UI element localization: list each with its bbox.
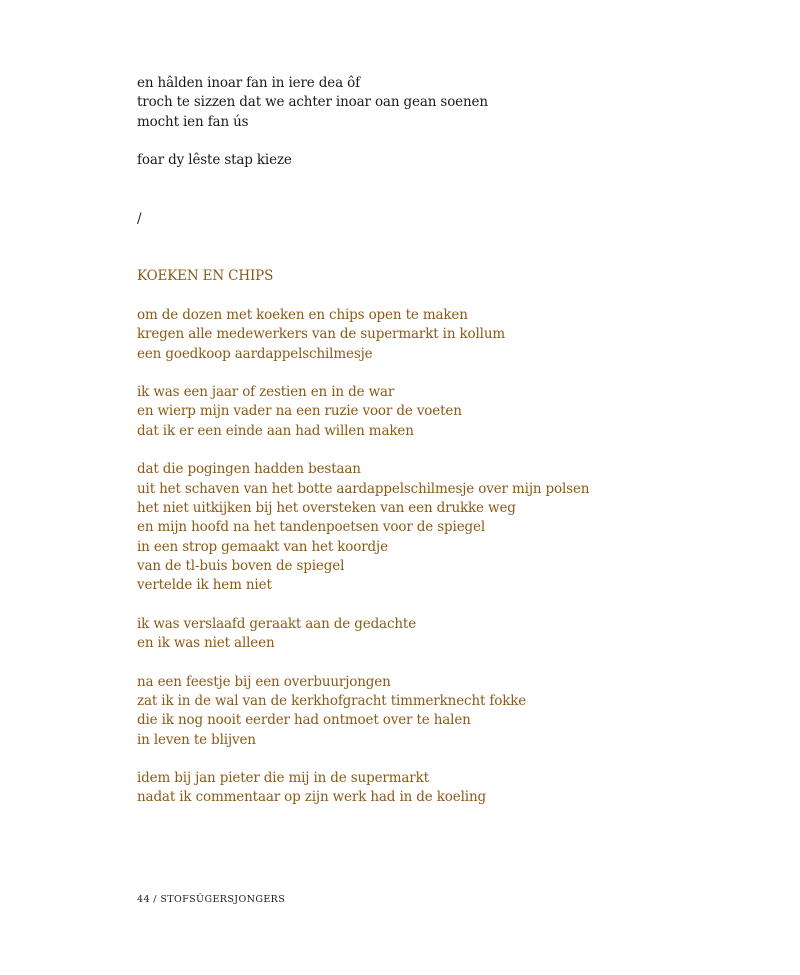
- poem-line: in een strop gemaakt van het koordje: [137, 538, 388, 555]
- poem-line: ik was een jaar of zestien en in de war: [137, 384, 395, 401]
- poem-line: vertelde ik hem niet: [137, 577, 272, 594]
- stanza: [137, 769, 757, 808]
- stanza-gap: [137, 595, 757, 614]
- poem-line: dat ik er een einde aan had willen maken: [137, 422, 414, 439]
- page-footer: 44 / STOFSÛGERSJONGERS: [137, 894, 286, 905]
- stanza-gap: [137, 653, 757, 672]
- poem-line: in leven te blijven: [137, 731, 256, 748]
- poem-line: foar dy lêste stap kieze: [137, 152, 292, 169]
- stanza: [137, 615, 757, 654]
- stanza-gap: [137, 750, 757, 769]
- stanza: [137, 673, 757, 750]
- poem-line: die ik nog nooit eerder had ontmoet over te halen: [137, 712, 471, 729]
- stanza-gap: [137, 441, 757, 460]
- poem-line: zat ik in de wal van de kerkhofgracht timmerknecht fokke: [137, 692, 527, 709]
- poem-line: na een feestje bij een overbuurjongen: [137, 673, 391, 690]
- poem-line: van de tl-buis boven de spiegel: [137, 557, 345, 574]
- stanza-gap: [137, 364, 757, 383]
- section-separator: /: [137, 211, 142, 227]
- poem-line: en hâlden inoar fan in iere dea ôf: [137, 75, 360, 91]
- frisian-stanza: [137, 74, 737, 170]
- poem-line: een goedkoop aardappelschilmesje: [137, 345, 373, 362]
- poem-line: en mijn hoofd na het tandenpoetsen voor de spiegel: [137, 519, 486, 536]
- stanza-gap: [137, 132, 737, 151]
- poem-line: het niet uitkijken bij het oversteken van een drukke weg: [137, 499, 516, 516]
- stanza: [137, 306, 757, 364]
- poem-line: kregen alle medewerkers van de supermarkt in kollum: [137, 326, 506, 343]
- poem-line: idem bij jan pieter die mij in de supermarkt: [137, 770, 429, 787]
- poem-body: [137, 306, 757, 808]
- poem-line: uit het schaven van het botte aardappelschilmesje over mijn polsen: [137, 480, 590, 497]
- poem-title: KOEKEN EN CHIPS: [137, 268, 274, 284]
- stanza: [137, 383, 757, 441]
- poem-line: dat die pogingen hadden bestaan: [137, 461, 361, 478]
- poem-line: en wierp mijn vader na een ruzie voor de voeten: [137, 403, 462, 420]
- poem-line: ik was verslaafd geraakt aan de gedachte: [137, 615, 417, 632]
- poem-line: om de dozen met koeken en chips open te maken: [137, 307, 468, 323]
- poem-line: mocht ien fan ús: [137, 113, 249, 130]
- poem-line: nadat ik commentaar op zijn werk had in de koeling: [137, 789, 486, 806]
- stanza: [137, 460, 757, 595]
- poem-line: troch te sizzen dat we achter inoar oan gean soenen: [137, 94, 488, 111]
- poem-line: en ik was niet alleen: [137, 635, 275, 652]
